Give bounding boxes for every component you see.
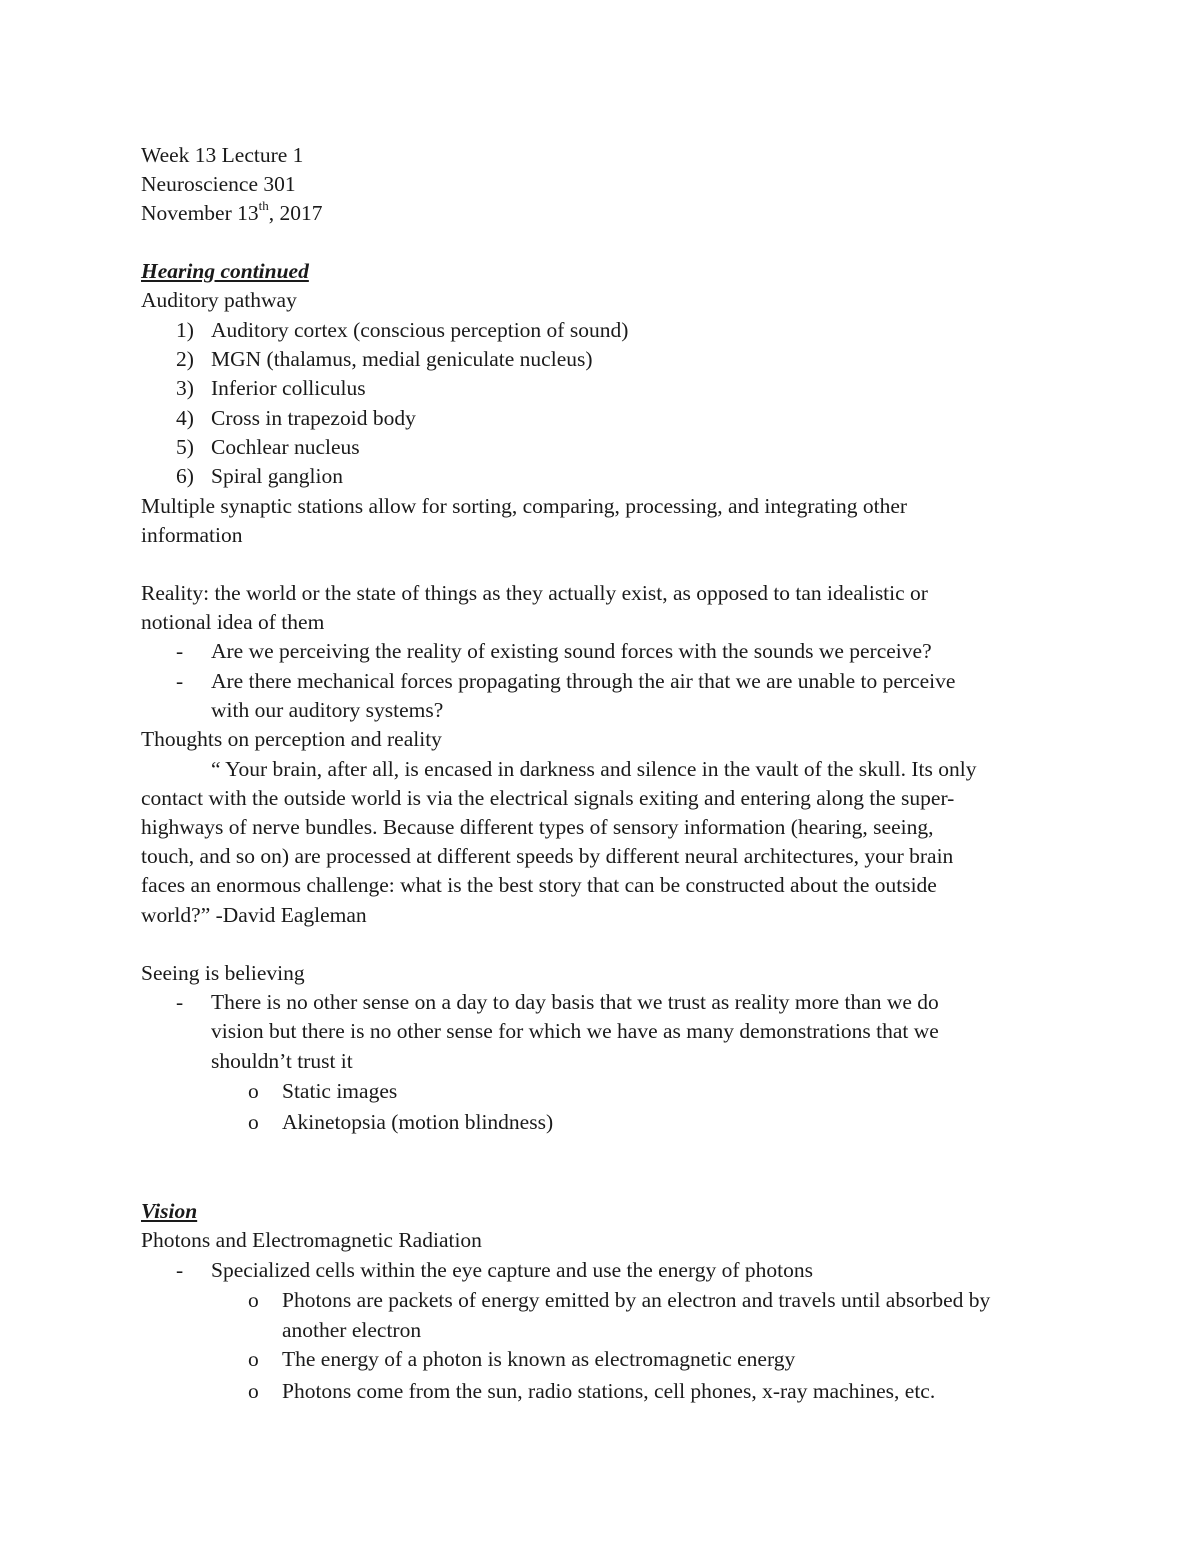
list-number: 3) xyxy=(176,376,194,400)
paragraph-line: Reality: the world or the state of things as they actually exist, as opposed to tan idealistic or xyxy=(141,581,928,605)
list-item: Cross in trapezoid body xyxy=(211,406,416,430)
list-number: 1) xyxy=(176,318,194,342)
bullet-text: shouldn’t trust it xyxy=(211,1049,353,1073)
list-number: 6) xyxy=(176,464,194,488)
dash-bullet: - xyxy=(176,1258,184,1282)
quote-line: highways of nerve bundles. Because different types of sensory information (hearing, seeing, xyxy=(141,815,934,839)
bullet-text: There is no other sense on a day to day basis that we trust as reality more than we do xyxy=(211,990,939,1014)
paragraph-line: Multiple synaptic stations allow for sorting, comparing, processing, and integrating other xyxy=(141,494,908,518)
quote-line: “ Your brain, after all, is encased in darkness and silence in the vault of the skull. Its only xyxy=(211,757,977,781)
quote-line: touch, and so on) are processed at different speeds by different neural architectures, your brain xyxy=(141,844,954,868)
list-item: Spiral ganglion xyxy=(211,464,343,488)
sub-bullet-text: Static images xyxy=(282,1079,398,1103)
list-number: 2) xyxy=(176,347,194,371)
bullet-text: Are there mechanical forces propagating through the air that we are unable to perceive xyxy=(211,669,956,693)
circle-bullet: o xyxy=(248,1288,259,1312)
section-heading-hearing: Hearing continued xyxy=(141,259,309,283)
bullet-text: vision but there is no other sense for which we have as many demonstrations that we xyxy=(211,1019,939,1043)
circle-bullet: o xyxy=(248,1379,259,1403)
lecture-date xyxy=(141,199,323,228)
quote-line: world?” -David Eagleman xyxy=(141,903,367,927)
seeing-title: Seeing is believing xyxy=(141,961,305,985)
sub-bullet-text: another electron xyxy=(282,1318,422,1342)
list-item: MGN (thalamus, medial geniculate nucleus) xyxy=(211,347,593,371)
sub-bullet-text: Photons are packets of energy emitted by an electron and travels until absorbed by xyxy=(282,1288,991,1312)
list-item: Inferior colliculus xyxy=(211,376,366,400)
dash-bullet: - xyxy=(176,639,184,663)
circle-bullet: o xyxy=(248,1079,259,1103)
thoughts-title: Thoughts on perception and reality xyxy=(141,727,442,751)
dash-bullet: - xyxy=(176,669,184,693)
section-heading-vision: Vision xyxy=(141,1199,198,1223)
course-name: Neuroscience 301 xyxy=(141,172,296,196)
sub-bullet-text: Photons come from the sun, radio stations, cell phones, x-ray machines, etc. xyxy=(282,1379,936,1403)
sub-bullet-text: Akinetopsia (motion blindness) xyxy=(282,1110,554,1134)
bullet-text: Are we perceiving the reality of existing sound forces with the sounds we perceive? xyxy=(211,639,932,663)
circle-bullet: o xyxy=(248,1110,259,1134)
sub-bullet-text: The energy of a photon is known as electromagnetic energy xyxy=(282,1347,796,1371)
date-superscript: th xyxy=(258,197,269,213)
list-number: 5) xyxy=(176,435,194,459)
bullet-text: Specialized cells within the eye capture and use the energy of photons xyxy=(211,1258,813,1282)
circle-bullet: o xyxy=(248,1347,259,1371)
quote-line: contact with the outside world is via the electrical signals exiting and entering along the super- xyxy=(141,786,955,810)
paragraph-line: information xyxy=(141,523,243,547)
list-item: Auditory cortex (conscious perception of sound) xyxy=(211,318,629,342)
date-suffix: , 2017 xyxy=(268,201,323,225)
list-number: 4) xyxy=(176,406,194,430)
photons-title: Photons and Electromagnetic Radiation xyxy=(141,1228,482,1252)
dash-bullet: - xyxy=(176,990,184,1014)
quote-line: faces an enormous challenge: what is the best story that can be constructed about the outside xyxy=(141,873,937,897)
list-item: Cochlear nucleus xyxy=(211,435,360,459)
lecture-title: Week 13 Lecture 1 xyxy=(141,143,304,167)
date-prefix: November 13 xyxy=(141,201,259,225)
paragraph-line: notional idea of them xyxy=(141,610,325,634)
auditory-pathway-title: Auditory pathway xyxy=(141,288,297,312)
bullet-text: with our auditory systems? xyxy=(211,698,444,722)
